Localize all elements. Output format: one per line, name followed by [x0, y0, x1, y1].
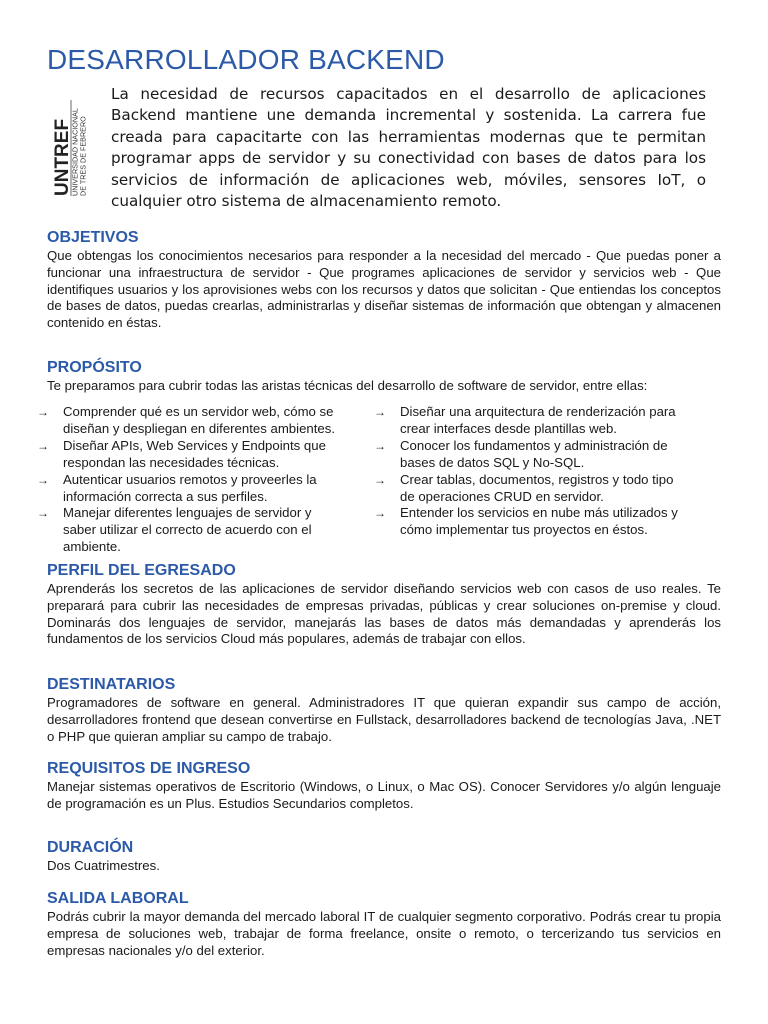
section-salida-laboral: [47, 890, 721, 959]
section-heading: SALIDA LABORAL: [47, 890, 189, 907]
section-heading: PERFIL DEL EGRESADO: [47, 562, 236, 579]
section-text: Que obtengas los conocimientos necesarios para responder a la necesidad del mercado - Que puedas poner a funcionar una infraestructura de servidor - Que programes aplicaciones de servidor y servicios web - Que identifiques usuarios y los aprovisiones webs con los recursos y datos que solicitan - Que entiendas los conceptos de bases de datos, puedas crearlas, administrarlas y diseñar sistemas de información que obtengan y almacenen contenido en éstas.: [47, 248, 721, 331]
section-text: Aprenderás los secretos de las aplicaciones de servidor diseñando servicios web con casos de uso reales. Te preparará para cubrir las necesidades de empresas privadas, públicas y crear soluciones on-premise y cloud. Dominarás dos lenguajes de servidor, manejarás las bases de datos más demandadas y aprenderás los fundamentos de los servicios Cloud más populares, además de trabajar con ellos.: [47, 581, 721, 647]
list-item-text: Conocer los fundamentos y administración de bases de datos SQL y No-SQL.: [400, 437, 668, 470]
arrow-icon: →: [374, 438, 386, 453]
intro-paragraph: La necesidad de recursos capacitados en el desarrollo de aplicaciones Backend mantiene une demanda incremental y sostenida. La carrera fue creada para capacitarte con las herramientas modernas que te permitan programar apps de servidor y su conectividad con bases de datos para los servicios de información de aplicaciones web, móviles, sensores IoT, o cualquier otro sistema de almacenamiento remoto.: [111, 85, 706, 211]
arrow-icon: →: [37, 405, 49, 419]
list-item-text: Autenticar usuarios remotos y proveerles la información correcta a sus perfiles.: [63, 471, 317, 504]
list-item: [37, 505, 347, 556]
list-item: [374, 471, 684, 506]
arrow-icon: →: [374, 472, 386, 487]
section-duracion: [47, 839, 721, 875]
list-item-text: Crear tablas, documentos, registros y todo tipo de operaciones CRUD en servidor.: [400, 471, 674, 504]
arrow-icon: →: [374, 506, 386, 521]
list-item: [37, 404, 347, 438]
section-requisitos: [47, 760, 721, 813]
list-item: [37, 471, 347, 506]
logo-brand: UNTREF: [52, 118, 73, 196]
section-text: Te preparamos para cubrir todas las aristas técnicas del desarrollo de software de servidor, entre ellas:: [47, 378, 648, 393]
section-heading: REQUISITOS DE INGRESO: [47, 760, 251, 777]
section-objetivos: [47, 229, 721, 332]
arrow-icon: →: [37, 506, 49, 521]
list-item: [374, 404, 684, 438]
list-item: [37, 437, 347, 472]
section-heading: OBJETIVOS: [47, 229, 139, 246]
section-heading: DURACIÓN: [47, 839, 134, 856]
proposito-right-column: [374, 404, 684, 539]
proposito-left-column: [37, 404, 347, 556]
logo-line2: DE TRES DE FEBRERO: [78, 116, 87, 196]
list-item-text: Diseñar APIs, Web Services y Endpoints que respondan las necesidades técnicas.: [63, 437, 326, 470]
section-heading: PROPÓSITO: [47, 359, 142, 376]
page-title: DESARROLLADOR BACKEND: [47, 44, 445, 75]
section-text: Podrás cubrir la mayor demanda del mercado laboral IT de cualquier segmento corporativo. Podrás crear tu propia empresa de soluciones web, trabajar de forma freelance, onsite o remoto, o tercerizando tus servicios en empresas nacionales y/o del exterior.: [47, 909, 721, 958]
list-item-text: Comprender qué es un servidor web, cómo se diseñan y despliegan en diferentes ambientes.: [63, 404, 335, 436]
section-perfil: [47, 562, 721, 648]
list-item-text: Manejar diferentes lenguajes de servidor y saber utilizar el correcto de acuerdo con el ambiente.: [63, 505, 312, 555]
arrow-icon: →: [374, 405, 386, 419]
untref-logo: [47, 98, 87, 198]
section-heading: DESTINATARIOS: [47, 676, 176, 693]
list-item: [374, 437, 684, 472]
logo-line1: UNIVERSIDAD NACIONAL: [70, 108, 80, 196]
section-text: Programadores de software en general. Administradores IT que quieran expandir sus campo de acción, desarrolladores frontend que desean convertirse en Fullstack, desarrolladores backend de tecnologías Java, .NET o PHP que quieran ampliar su campo de trabajo.: [47, 695, 721, 744]
list-item-text: Diseñar una arquitectura de renderización para crear interfaces desde plantillas web.: [400, 404, 676, 436]
section-destinatarios: [47, 676, 721, 745]
arrow-icon: →: [37, 472, 49, 487]
list-item: [374, 505, 684, 539]
section-text: Dos Cuatrimestres.: [47, 858, 160, 873]
list-item-text: Entender los servicios en nube más utilizados y cómo implementar tus proyectos en éstos.: [400, 505, 678, 538]
section-proposito: [47, 359, 721, 395]
section-text: Manejar sistemas operativos de Escritorio (Windows, o Linux, o Mac OS). Conocer Servidores y/o algún lenguaje de programación es un Plus. Estudios Secundarios completos.: [47, 779, 721, 811]
arrow-icon: →: [37, 438, 49, 453]
